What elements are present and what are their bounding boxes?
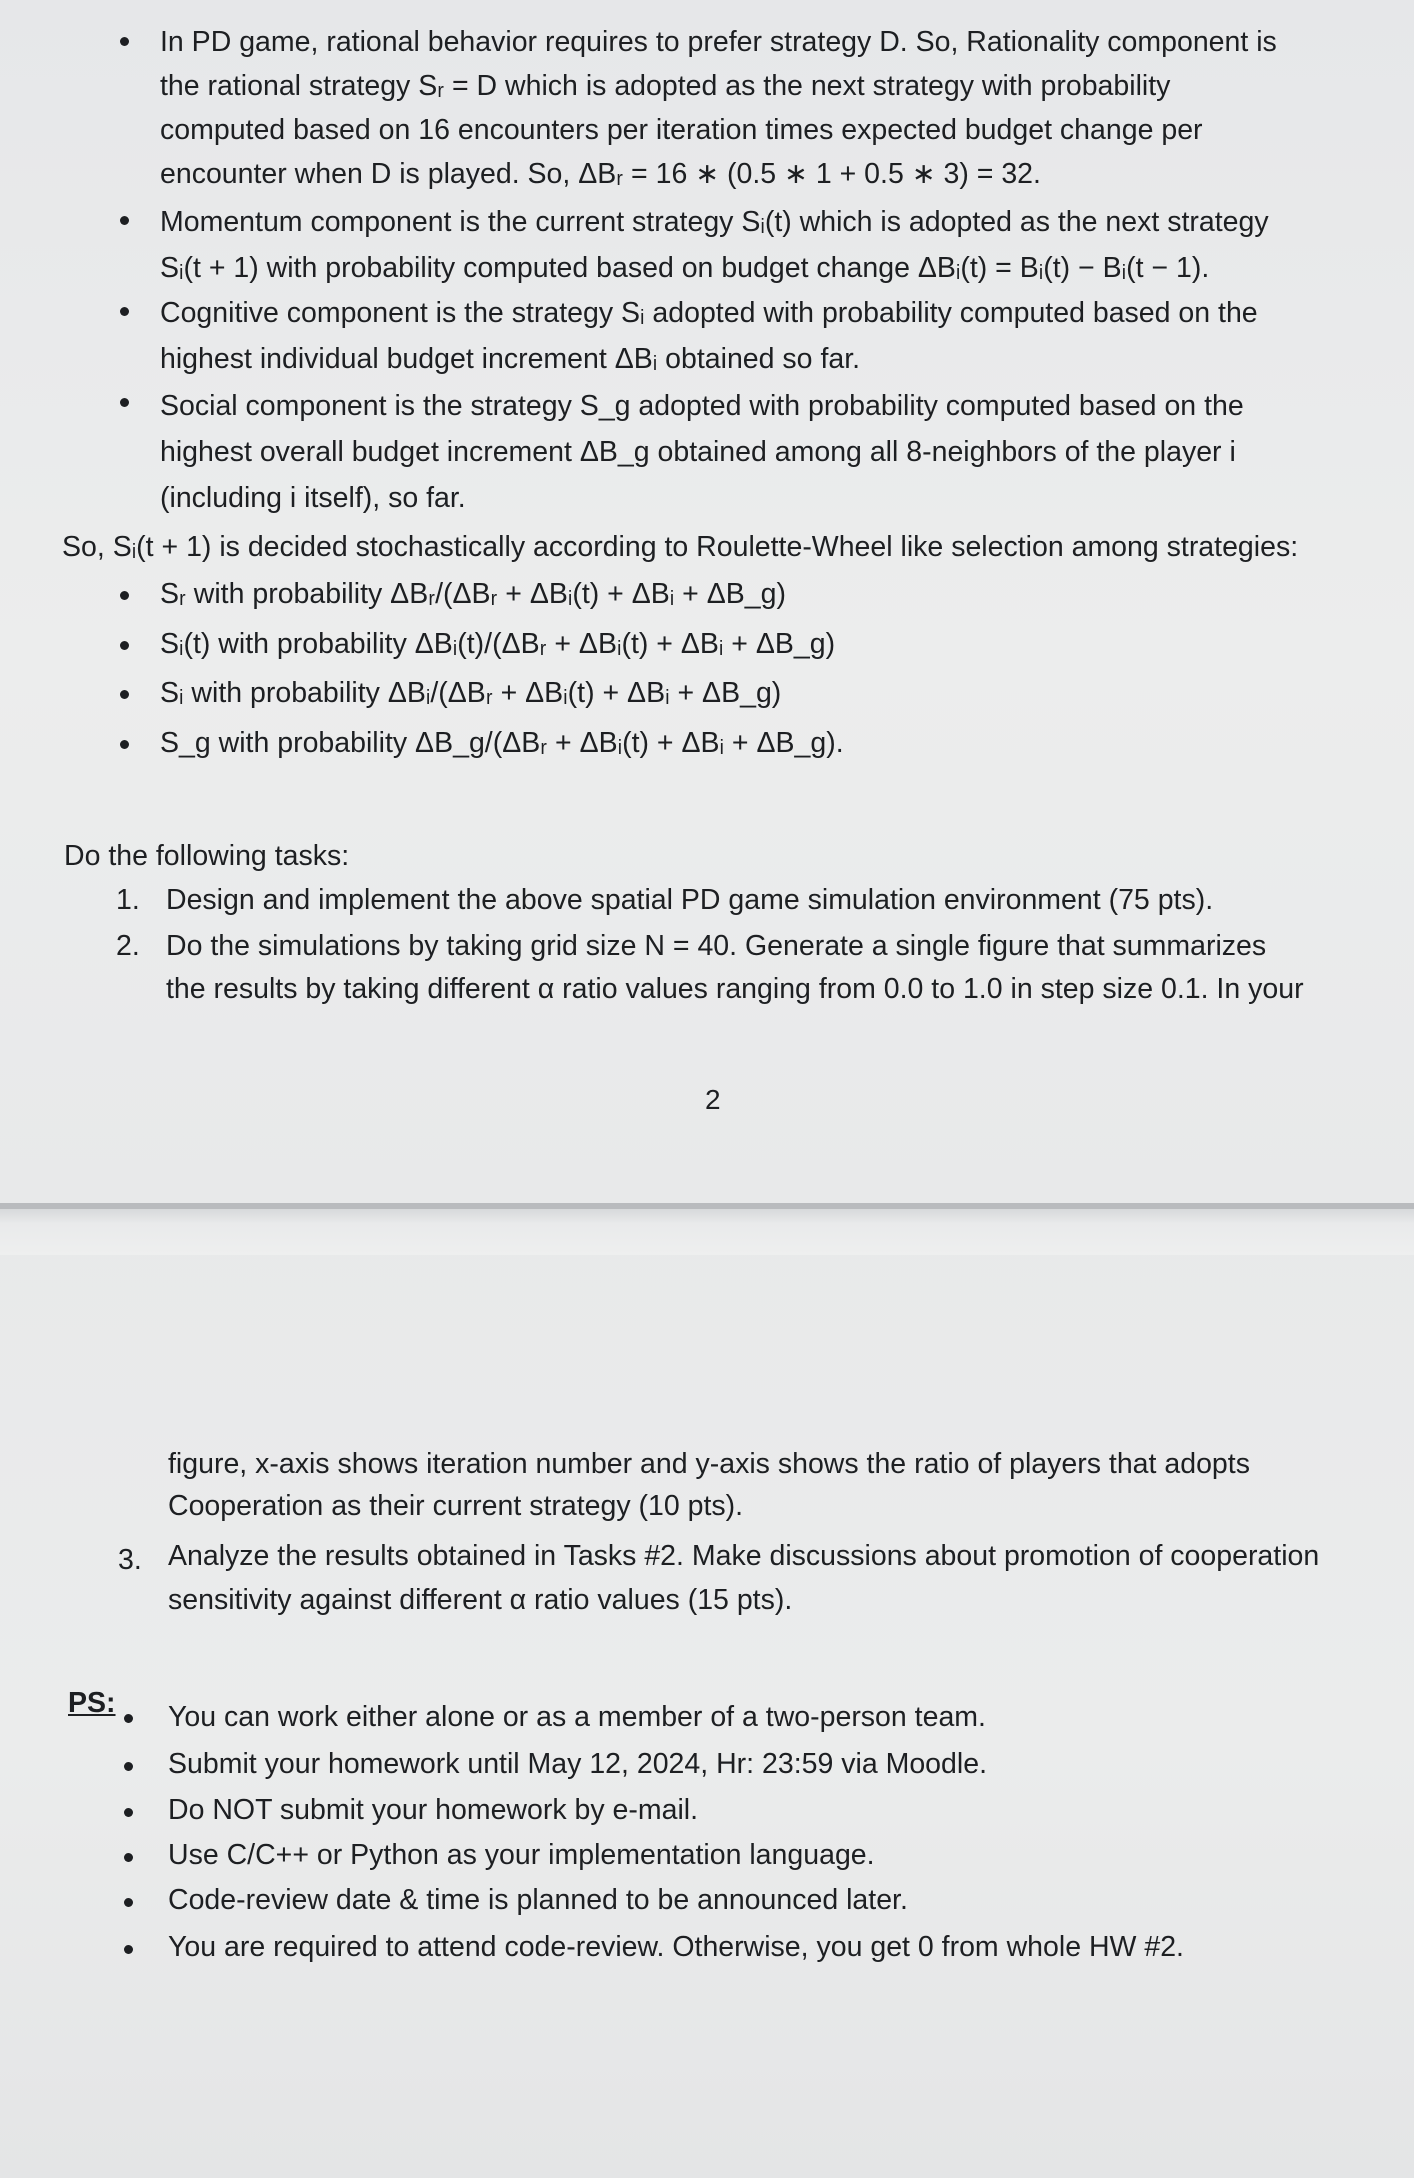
bullet	[120, 307, 129, 316]
ps-item-language: Use C/C++ or Python as your implementation language.	[168, 1839, 875, 1871]
bullet	[120, 398, 129, 407]
task-2-line-2: the results by taking different α ratio values ranging from 0.0 to 1.0 in step size 0.1. In your	[166, 973, 1304, 1005]
selection-item-cognitive: Sᵢ with probability ΔBᵢ/(ΔBᵣ + ΔBᵢ(t) + ΔBᵢ + ΔB_g)	[160, 677, 782, 709]
selection-item-momentum: Sᵢ(t) with probability ΔBᵢ(t)/(ΔBᵣ + ΔBᵢ(t) + ΔBᵢ + ΔB_g)	[160, 628, 836, 660]
cognitive-line-2: highest individual budget increment ΔBᵢ obtained so far.	[160, 343, 861, 375]
bullet	[120, 37, 129, 46]
bullet	[124, 1898, 133, 1907]
rationality-line-3: computed based on 16 encounters per iteration times expected budget change per	[160, 114, 1203, 146]
selection-item-social: S_g with probability ΔB_g/(ΔBᵣ + ΔBᵢ(t) + ΔBᵢ + ΔB_g).	[160, 727, 844, 759]
ps-item-no-email: Do NOT submit your homework by e-mail.	[168, 1794, 699, 1826]
social-line-3: (including i itself), so far.	[160, 482, 466, 514]
cognitive-line-1: Cognitive component is the strategy Sᵢ adopted with probability computed based on the	[160, 297, 1258, 329]
task-number: 2.	[116, 930, 140, 962]
bullet	[120, 690, 129, 699]
page-break	[0, 1203, 1414, 1255]
task-2-line-1: Do the simulations by taking grid size N = 40. Generate a single figure that summarizes	[166, 930, 1267, 962]
rationality-line-1: In PD game, rational behavior requires to prefer strategy D. So, Rationality component is	[160, 26, 1277, 58]
ps-item-deadline: Submit your homework until May 12, 2024, Hr: 23:59 via Moodle.	[168, 1748, 987, 1780]
ps-item-code-review-required: You are required to attend code-review. Otherwise, you get 0 from whole HW #2.	[168, 1931, 1184, 1963]
page-break-edge	[0, 1203, 1414, 1209]
rationality-line-4: encounter when D is played. So, ΔBᵣ = 16 ∗ (0.5 ∗ 1 + 0.5 ∗ 3) = 32.	[160, 158, 1041, 190]
task-number: 3.	[118, 1544, 142, 1576]
social-line-1: Social component is the strategy S_g adopted with probability computed based on the	[160, 390, 1244, 422]
task-2-line-3: figure, x-axis shows iteration number and y-axis shows the ratio of players that adopts	[168, 1448, 1250, 1480]
bullet	[124, 1762, 133, 1771]
bullet	[124, 1808, 133, 1817]
task-2-line-4: Cooperation as their current strategy (10 pts).	[168, 1490, 744, 1522]
rationality-line-2: the rational strategy Sᵣ = D which is adopted as the next strategy with probability	[160, 70, 1171, 102]
task-3-line-1: Analyze the results obtained in Tasks #2. Make discussions about promotion of cooperation	[168, 1540, 1320, 1572]
selection-item-rational: Sᵣ with probability ΔBᵣ/(ΔBᵣ + ΔBᵢ(t) + ΔBᵢ + ΔB_g)	[160, 578, 786, 610]
ps-item-code-review-date: Code-review date & time is planned to be announced later.	[168, 1884, 908, 1916]
bullet	[120, 740, 129, 749]
bullet	[120, 641, 129, 650]
momentum-line-2: Sᵢ(t + 1) with probability computed based on budget change ΔBᵢ(t) = Bᵢ(t) − Bᵢ(t − 1).	[160, 252, 1210, 284]
momentum-line-1: Momentum component is the current strategy Sᵢ(t) which is adopted as the next strategy	[160, 206, 1269, 238]
social-line-2: highest overall budget increment ΔB_g obtained among all 8-neighbors of the player i	[160, 436, 1236, 468]
task-1-line-1: Design and implement the above spatial PD game simulation environment (75 pts).	[166, 884, 1214, 916]
task-3-line-2: sensitivity against different α ratio values (15 pts).	[168, 1584, 793, 1616]
selection-intro: So, Sᵢ(t + 1) is decided stochastically according to Roulette-Wheel like selection among strategies:	[62, 531, 1299, 563]
ps-item-team: You can work either alone or as a member of a two-person team.	[168, 1701, 986, 1733]
bullet	[124, 1945, 133, 1954]
task-number: 1.	[116, 884, 140, 916]
ps-label: PS:	[68, 1686, 116, 1719]
bullet	[120, 216, 129, 225]
bullet	[124, 1853, 133, 1862]
bullet	[124, 1714, 133, 1723]
page-number: 2	[705, 1084, 721, 1115]
tasks-heading: Do the following tasks:	[64, 840, 350, 872]
bullet	[120, 591, 129, 600]
